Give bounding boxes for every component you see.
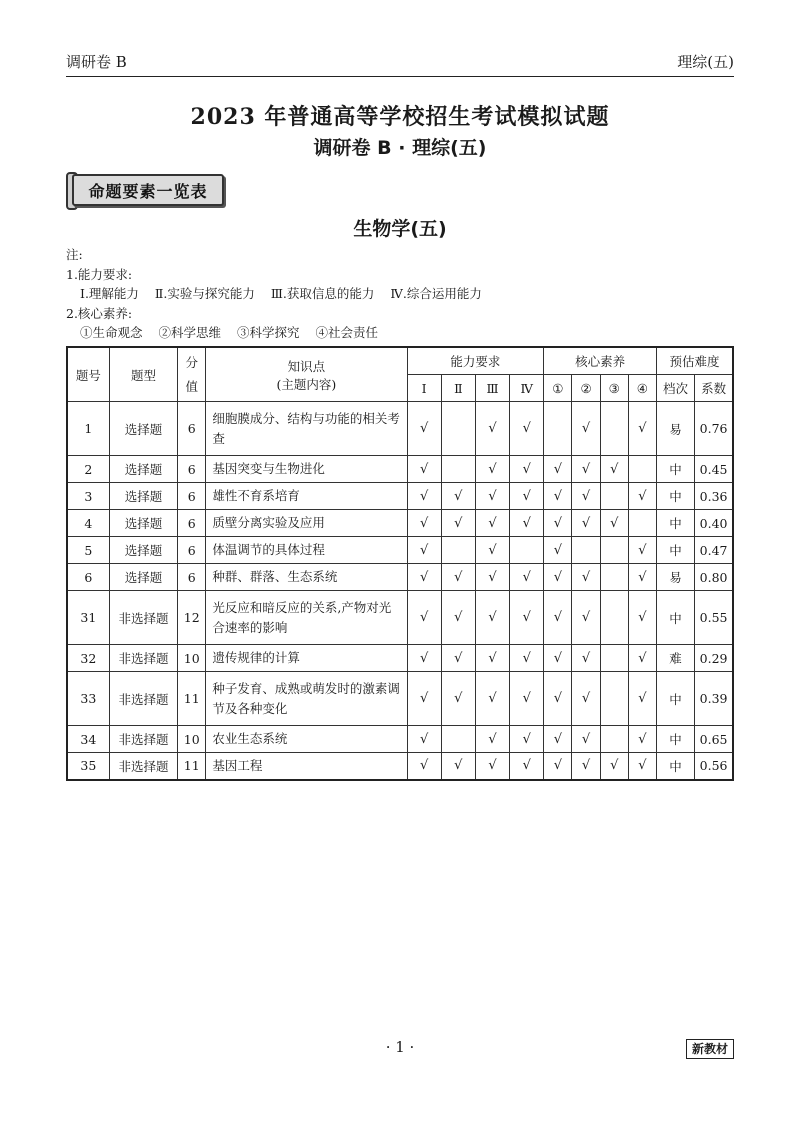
cell-core-2: √ [572,645,600,672]
ability-2: Ⅱ.实验与探究能力 [154,286,255,301]
cell-ability-1: √ [407,726,441,753]
cell-ability-2: √ [441,510,475,537]
table-row [67,456,733,483]
cell-num: 2 [67,456,109,483]
cell-num: 4 [67,510,109,537]
cell-ability-3: √ [475,564,509,591]
cell-ability-1: √ [407,537,441,564]
table-row [67,753,733,780]
notes-label: 注: [66,247,83,262]
cell-ability-3: √ [475,726,509,753]
cell-core-3 [600,672,628,726]
cell-ability-1: √ [407,510,441,537]
cell-knowledge: 雄性不育系培育 [206,483,407,510]
cell-knowledge: 体温调节的具体过程 [206,537,407,564]
cell-type: 非选择题 [109,753,177,780]
cell-ability-2 [441,402,475,456]
cell-type: 选择题 [109,402,177,456]
cell-type: 非选择题 [109,672,177,726]
header-score-text: 分值 [185,354,198,394]
cell-core-3 [600,645,628,672]
cell-core-4 [628,456,656,483]
cell-type: 非选择题 [109,645,177,672]
edition-tag: 新教材 [686,1039,734,1059]
header-right: 理综(五) [677,52,734,71]
cell-core-3 [600,564,628,591]
cell-coef: 0.47 [695,537,733,564]
cell-type: 选择题 [109,483,177,510]
cell-level: 难 [656,645,694,672]
cell-core-3 [600,402,628,456]
cell-ability-3: √ [475,591,509,645]
cell-score: 6 [178,564,206,591]
cell-knowledge: 农业生态系统 [206,726,407,753]
header-kp-main: 知识点 [287,358,326,374]
cell-knowledge: 遗传规律的计算 [206,645,407,672]
cell-core-4: √ [628,402,656,456]
cell-ability-2 [441,726,475,753]
cell-core-1: √ [544,564,572,591]
cell-knowledge: 种子发育、成熟或萌发时的激素调节及各种变化 [206,672,407,726]
table-row [67,537,733,564]
cell-core-1: √ [544,753,572,780]
cell-level: 中 [656,591,694,645]
cell-core-3 [600,537,628,564]
cell-type: 非选择题 [109,726,177,753]
cell-coef: 0.40 [695,510,733,537]
cell-ability-3: √ [475,510,509,537]
cell-num: 31 [67,591,109,645]
cell-num: 35 [67,753,109,780]
cell-score: 6 [178,402,206,456]
cell-ability-3: √ [475,483,509,510]
header-ability-4: Ⅳ [510,375,544,402]
table-row [67,483,733,510]
banner-text: 命题要素一览表 [88,181,208,201]
notes-item1: 1.能力要求: [66,266,133,282]
literacy-list [66,323,494,343]
ability-4: Ⅳ.综合运用能力 [390,286,482,301]
cell-coef: 0.45 [695,456,733,483]
cell-core-2: √ [572,726,600,753]
cell-knowledge: 基因突变与生物进化 [206,456,407,483]
cell-core-4 [628,510,656,537]
cell-ability-3: √ [475,537,509,564]
header-core-3: ③ [600,375,628,402]
cell-score: 10 [178,726,206,753]
cell-knowledge: 基因工程 [206,753,407,780]
cell-level: 中 [656,537,694,564]
cell-ability-4: √ [510,456,544,483]
cell-ability-4: √ [510,483,544,510]
cell-ability-4: √ [510,645,544,672]
cell-type: 非选择题 [109,591,177,645]
table-row [67,672,733,726]
cell-ability-2: √ [441,483,475,510]
cell-ability-4: √ [510,726,544,753]
cell-type: 选择题 [109,456,177,483]
cell-core-4: √ [628,483,656,510]
cell-core-1: √ [544,483,572,510]
cell-ability-2 [441,456,475,483]
header-left: 调研卷 B [66,52,127,71]
cell-ability-4: √ [510,402,544,456]
cell-ability-1: √ [407,456,441,483]
cell-num: 6 [67,564,109,591]
cell-num: 34 [67,726,109,753]
cell-ability-4 [510,537,544,564]
cell-knowledge: 质壁分离实验及应用 [206,510,407,537]
header-ability-3: Ⅲ [475,375,509,402]
cell-ability-4: √ [510,591,544,645]
cell-ability-4: √ [510,753,544,780]
cell-level: 中 [656,483,694,510]
cell-ability-2: √ [441,591,475,645]
exam-subtitle: 调研卷 B · 理综(五) [313,137,487,159]
ability-3: Ⅲ.获取信息的能力 [270,286,375,301]
page-number: · 1 · [385,1038,415,1056]
cell-coef: 0.29 [695,645,733,672]
header-ability: 能力要求 [407,347,544,375]
cell-ability-2: √ [441,753,475,780]
cell-core-4: √ [628,591,656,645]
cell-ability-1: √ [407,672,441,726]
cell-type: 选择题 [109,510,177,537]
header-type: 题型 [109,347,177,402]
cell-core-2: √ [572,591,600,645]
cell-core-3: √ [600,510,628,537]
notes-item2: 2.核心素养: [66,305,133,321]
header-coef: 系数 [695,375,733,402]
cell-level: 中 [656,726,694,753]
cell-type: 选择题 [109,537,177,564]
cell-score: 12 [178,591,206,645]
header-core-2: ② [572,375,600,402]
cell-score: 11 [178,672,206,726]
cell-core-2: √ [572,753,600,780]
cell-core-1: √ [544,672,572,726]
cell-num: 3 [67,483,109,510]
cell-score: 6 [178,510,206,537]
table-row [67,402,733,456]
cell-coef: 0.36 [695,483,733,510]
cell-core-4: √ [628,672,656,726]
cell-level: 中 [656,753,694,780]
cell-coef: 0.65 [695,726,733,753]
cell-core-1: √ [544,591,572,645]
cell-num: 32 [67,645,109,672]
cell-core-1: √ [544,645,572,672]
cell-level: 中 [656,510,694,537]
cell-coef: 0.39 [695,672,733,726]
cell-core-3: √ [600,753,628,780]
header-core: 核心素养 [544,347,657,375]
cell-core-2: √ [572,564,600,591]
cell-coef: 0.76 [695,402,733,456]
cell-ability-3: √ [475,645,509,672]
cell-core-4: √ [628,753,656,780]
cell-core-2: √ [572,483,600,510]
cell-core-2: √ [572,672,600,726]
header-difficulty: 预估难度 [656,347,733,375]
section-title: 生物学(五) [353,218,447,240]
cell-core-2 [572,537,600,564]
cell-ability-4: √ [510,672,544,726]
banner [66,172,222,208]
cell-core-3 [600,483,628,510]
exam-title: 2023 年普通高等学校招生考试模拟试题 [190,104,610,130]
table-row [67,564,733,591]
cell-knowledge: 种群、群落、生态系统 [206,564,407,591]
cell-score: 10 [178,645,206,672]
header-ability-1: Ⅰ [407,375,441,402]
table-row [67,726,733,753]
cell-num: 5 [67,537,109,564]
table-row [67,591,733,645]
table-row [67,510,733,537]
header-core-4: ④ [628,375,656,402]
cell-num: 1 [67,402,109,456]
cell-coef: 0.55 [695,591,733,645]
cell-core-3 [600,591,628,645]
cell-ability-2: √ [441,672,475,726]
cell-ability-1: √ [407,645,441,672]
table-body [67,402,733,780]
cell-type: 选择题 [109,564,177,591]
header-core-1: ① [544,375,572,402]
cell-level: 中 [656,456,694,483]
literacy-4: ④社会责任 [315,325,379,340]
header-ability-2: Ⅱ [441,375,475,402]
cell-score: 11 [178,753,206,780]
header-num: 题号 [67,347,109,402]
cell-ability-2: √ [441,645,475,672]
cell-ability-3: √ [475,753,509,780]
cell-core-2: √ [572,510,600,537]
cell-core-2: √ [572,456,600,483]
cell-level: 中 [656,672,694,726]
cell-core-1: √ [544,456,572,483]
cell-ability-2 [441,537,475,564]
cell-core-4: √ [628,726,656,753]
cell-knowledge: 光反应和暗反应的关系,产物对光合速率的影响 [206,591,407,645]
cell-coef: 0.56 [695,753,733,780]
banner-box [72,174,224,206]
cell-ability-1: √ [407,591,441,645]
table-row [67,645,733,672]
header-kp [206,347,407,402]
cell-core-1: √ [544,537,572,564]
abilities-list [66,284,494,304]
cell-ability-1: √ [407,402,441,456]
notes [66,245,494,343]
cell-core-1: √ [544,726,572,753]
cell-core-3: √ [600,456,628,483]
cell-level: 易 [656,564,694,591]
cell-ability-1: √ [407,564,441,591]
requirements-table [66,346,734,781]
header-kp-sub: (主题内容) [276,376,337,392]
cell-coef: 0.80 [695,564,733,591]
header-level: 档次 [656,375,694,402]
cell-num: 33 [67,672,109,726]
cell-core-4: √ [628,537,656,564]
cell-score: 6 [178,456,206,483]
cell-core-1 [544,402,572,456]
cell-level: 易 [656,402,694,456]
cell-ability-4: √ [510,510,544,537]
cell-score: 6 [178,483,206,510]
cell-core-4: √ [628,645,656,672]
cell-core-1: √ [544,510,572,537]
cell-ability-4: √ [510,564,544,591]
cell-ability-1: √ [407,753,441,780]
literacy-3: ③科学探究 [237,325,300,340]
cell-knowledge: 细胞膜成分、结构与功能的相关考查 [206,402,407,456]
ability-1: Ⅰ.理解能力 [80,286,139,301]
cell-ability-1: √ [407,483,441,510]
cell-core-3 [600,726,628,753]
cell-core-4: √ [628,564,656,591]
header-score [178,347,206,402]
literacy-1: ①生命观念 [80,325,143,340]
cell-core-2: √ [572,402,600,456]
cell-ability-3: √ [475,672,509,726]
literacy-2: ②科学思维 [158,325,222,340]
cell-score: 6 [178,537,206,564]
page-header [66,46,734,77]
cell-ability-3: √ [475,456,509,483]
cell-ability-3: √ [475,402,509,456]
cell-ability-2: √ [441,564,475,591]
